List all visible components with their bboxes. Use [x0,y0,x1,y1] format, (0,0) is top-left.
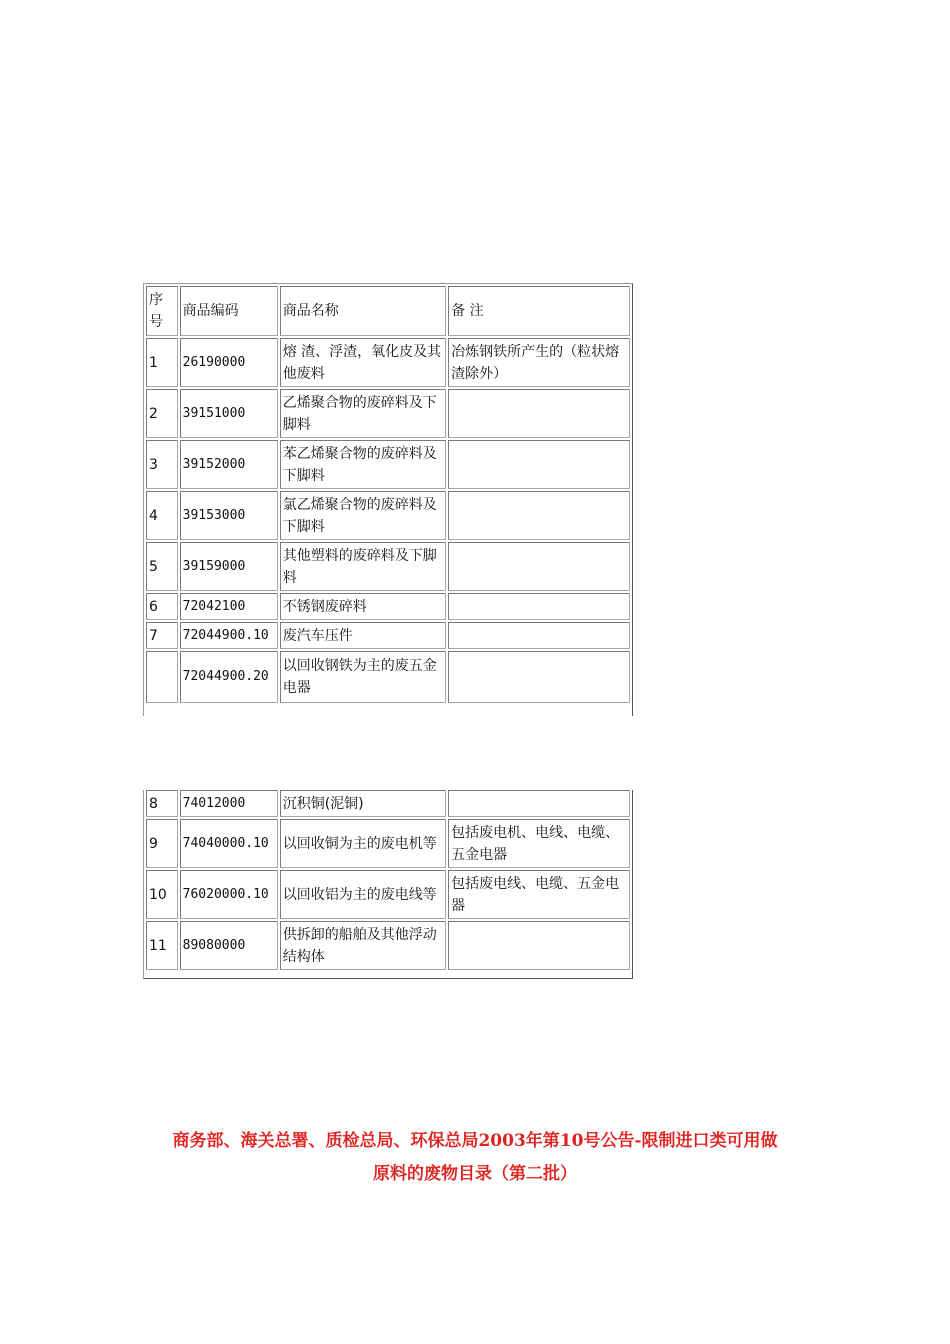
row-code: 72042100 [180,593,278,620]
row-name: 熔 渣、浮渣，氧化皮及其他废料 [280,338,446,387]
table-row [146,870,630,919]
table-header-row [146,286,630,336]
header-note: 备 注 [448,286,630,336]
row-name: 沉积铜(泥铜) [280,790,446,817]
row-num: 8 [146,790,178,817]
row-name: 乙烯聚合物的废碎料及下脚料 [280,389,446,438]
row-code: 26190000 [180,338,278,387]
waste-catalog-table-part-2 [143,790,633,979]
row-code: 39152000 [180,440,278,489]
row-code: 39153000 [180,491,278,540]
row-num: 6 [146,593,178,620]
row-num: 7 [146,622,178,649]
table-row [146,790,630,817]
header-name: 商品名称 [280,286,446,336]
row-name: 其他塑料的废碎料及下脚料 [280,542,446,591]
row-name: 以回收铝为主的废电线等 [280,870,446,919]
table-row [146,389,630,438]
row-note [448,542,630,591]
row-num [146,651,178,703]
row-note [448,790,630,817]
row-code: 39159000 [180,542,278,591]
table-row [146,542,630,591]
row-code: 89080000 [180,921,278,970]
header-num: 序号 [146,286,178,336]
table-row [146,491,630,540]
row-note [448,921,630,970]
row-code: 74040000.10 [180,819,278,868]
row-name: 不锈钢废碎料 [280,593,446,620]
row-num: 4 [146,491,178,540]
row-note [448,389,630,438]
row-code: 72044900.10 [180,622,278,649]
row-note [448,622,630,649]
table-row [146,338,630,387]
row-note [448,491,630,540]
row-name: 供拆卸的船舶及其他浮动结构体 [280,921,446,970]
row-note: 包括废电机、电线、电缆、五金电器 [448,819,630,868]
document-title-line-2: 原料的废物目录（第二批） [373,1164,577,1184]
row-name: 废汽车压件 [280,622,446,649]
waste-catalog-table-part-1 [143,283,633,716]
row-name: 氯乙烯聚合物的废碎料及下脚料 [280,491,446,540]
document-title-line-1: 商务部、海关总署、质检总局、环保总局2003年第10号公告-限制进口类可用做 [172,1131,778,1151]
table-row [146,593,630,620]
row-code: 74012000 [180,790,278,817]
row-name: 以回收钢铁为主的废五金电器 [280,651,446,703]
row-note [448,593,630,620]
row-num: 9 [146,819,178,868]
row-note [448,440,630,489]
table-row [146,921,630,970]
header-code: 商品编码 [180,286,278,336]
row-code: 39151000 [180,389,278,438]
row-code: 76020000.10 [180,870,278,919]
row-note: 包括废电线、电缆、五金电器 [448,870,630,919]
row-num: 2 [146,389,178,438]
row-num: 5 [146,542,178,591]
row-num: 3 [146,440,178,489]
table-row [146,651,630,703]
table-row [146,622,630,649]
waste-catalog-table-continued [144,790,632,972]
row-name: 以回收铜为主的废电机等 [280,819,446,868]
row-note [448,651,630,703]
row-note: 冶炼钢铁所产生的（粒状熔渣除外） [448,338,630,387]
table-row [146,819,630,868]
row-code: 72044900.20 [180,651,278,703]
row-num: 1 [146,338,178,387]
row-num: 10 [146,870,178,919]
table-row [146,440,630,489]
waste-catalog-table [144,284,632,705]
row-num: 11 [146,921,178,970]
row-name: 苯乙烯聚合物的废碎料及下脚料 [280,440,446,489]
